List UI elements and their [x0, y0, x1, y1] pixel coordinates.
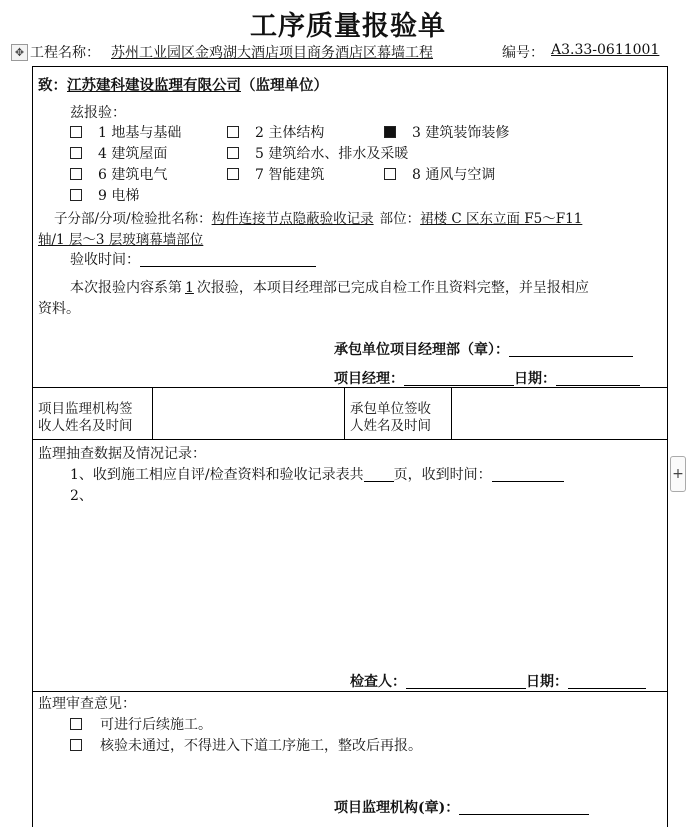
records-item1-prefix: 1、收到施工相应自评/检查资料和验收记录表共	[70, 467, 364, 483]
checkbox[interactable]	[70, 739, 82, 751]
checkbox-item[interactable]	[70, 122, 181, 142]
subpart-name: 构件连接节点隐蔽验收记录	[211, 211, 374, 227]
records-item1-mid: 页，收到时间：	[393, 467, 492, 483]
contractor-dept-blank[interactable]	[509, 342, 633, 357]
review-option-2[interactable]	[70, 735, 422, 755]
manager-blank[interactable]	[404, 371, 514, 386]
review-option-1-label: 可进行后续施工。	[100, 717, 212, 733]
page-title: 工序质量报验单	[250, 11, 446, 42]
checkbox-item[interactable]	[227, 143, 408, 163]
location-value-2: 轴/1 层～3 层玻璃幕墙部位	[38, 232, 204, 248]
report-prefix: 本次报验内容系第	[70, 280, 182, 296]
checkbox-item[interactable]	[384, 164, 495, 184]
subpart-label: 子分部/分项/检验批名称：	[54, 211, 212, 227]
supervisor-sign-label-1: 项目监理机构签	[38, 401, 133, 417]
review-title: 监理审查意见：	[38, 696, 136, 712]
acceptance-time	[70, 249, 316, 269]
review-option-1[interactable]	[70, 714, 212, 734]
report-line2: 资料。	[38, 301, 80, 317]
project-name-value: 苏州工业园区金鸡湖大酒店项目商务酒店区幕墙工程	[111, 45, 433, 61]
project-name-label: 工程名称：	[30, 45, 100, 61]
checkbox[interactable]	[70, 189, 82, 201]
checkbox-item[interactable]	[70, 143, 167, 163]
checkbox-item[interactable]	[227, 122, 324, 142]
checkbox-label: 1 地基与基础	[98, 125, 182, 141]
inspector-date-label: 日期：	[526, 674, 568, 690]
project-number-value: A3.33-0611001	[551, 42, 660, 58]
divider	[451, 387, 452, 439]
checkbox-label: 4 建筑屋面	[98, 146, 168, 162]
divider	[344, 387, 345, 439]
subpart-line1	[54, 207, 582, 227]
contractor-sign-label-1: 承包单位签收	[350, 401, 431, 417]
pages-blank[interactable]	[364, 467, 394, 482]
report-line1	[70, 277, 589, 297]
checkbox-item[interactable]	[70, 185, 139, 205]
checkbox-label: 8 通风与空调	[412, 167, 496, 183]
acceptance-time-label: 验收时间：	[70, 252, 140, 268]
checkbox[interactable]	[227, 147, 239, 159]
checkbox-label: 3 建筑装饰装修	[412, 125, 510, 141]
review-option-2-label: 核验未通过，不得进入下道工序施工，整改后再报。	[100, 738, 422, 754]
contractor-dept	[334, 339, 633, 359]
move-handle-icon[interactable]: ✥	[11, 44, 28, 61]
divider	[32, 691, 667, 692]
agency-label: 项目监理机构(章)：	[334, 800, 460, 816]
report-count: 1	[185, 280, 194, 296]
location-value-1: 裙楼 C 区东立面 F5～F11	[420, 211, 583, 227]
checkbox-label: 6 建筑电气	[98, 167, 168, 183]
inspector-line	[350, 671, 646, 691]
agency-blank[interactable]	[459, 800, 589, 815]
checkbox-label: 2 主体结构	[255, 125, 325, 141]
addressee	[38, 74, 328, 95]
manager-label: 项目经理：	[334, 371, 404, 387]
records-item-1	[70, 464, 564, 484]
addressee-prefix: 致：	[38, 77, 67, 94]
agency-line	[334, 797, 589, 817]
inspector-date-blank[interactable]	[568, 674, 646, 689]
manager-date-blank[interactable]	[556, 371, 640, 386]
addressee-suffix: （监理单位）	[241, 77, 328, 94]
inspector-blank[interactable]	[406, 674, 526, 689]
checkbox[interactable]	[70, 147, 82, 159]
checkbox-label: 9 电梯	[98, 188, 140, 204]
checkbox[interactable]	[70, 718, 82, 730]
divider	[152, 387, 153, 439]
checkbox-label: 5 建筑给水、排水及采暖	[255, 146, 409, 162]
inspection-intro: 兹报验：	[70, 105, 126, 121]
checkbox[interactable]	[227, 168, 239, 180]
project-number-label: 编号：	[502, 45, 544, 61]
divider	[32, 439, 667, 440]
report-text: 次报验，本项目经理部已完成自检工作且资料完整，并呈报相应	[196, 280, 589, 296]
contractor-sign-label-2: 人姓名及时间	[350, 418, 431, 434]
records-title: 监理抽查数据及情况记录：	[38, 446, 206, 462]
plus-icon[interactable]: +	[670, 456, 686, 492]
checkbox-label: 7 智能建筑	[255, 167, 325, 183]
checkbox[interactable]	[70, 168, 82, 180]
checkbox-item[interactable]	[70, 164, 167, 184]
checkbox[interactable]	[227, 126, 239, 138]
supervisor-sign-label-2: 收人姓名及时间	[38, 418, 133, 434]
checkbox[interactable]	[384, 168, 396, 180]
contractor-manager	[334, 368, 640, 388]
checkbox-checked[interactable]	[384, 126, 396, 138]
checkbox-item[interactable]	[384, 122, 509, 142]
addressee-company: 江苏建科建设监理有限公司	[67, 77, 241, 94]
records-item-2: 2、	[70, 488, 93, 504]
received-time-blank[interactable]	[492, 467, 564, 482]
checkbox-item[interactable]	[227, 164, 324, 184]
manager-date-label: 日期：	[514, 371, 556, 387]
contractor-dept-label: 承包单位项目经理部（章）：	[334, 342, 509, 358]
location-label: 部位：	[379, 211, 421, 227]
checkbox[interactable]	[70, 126, 82, 138]
acceptance-time-blank[interactable]	[140, 252, 316, 267]
inspector-label: 检查人：	[350, 674, 406, 690]
